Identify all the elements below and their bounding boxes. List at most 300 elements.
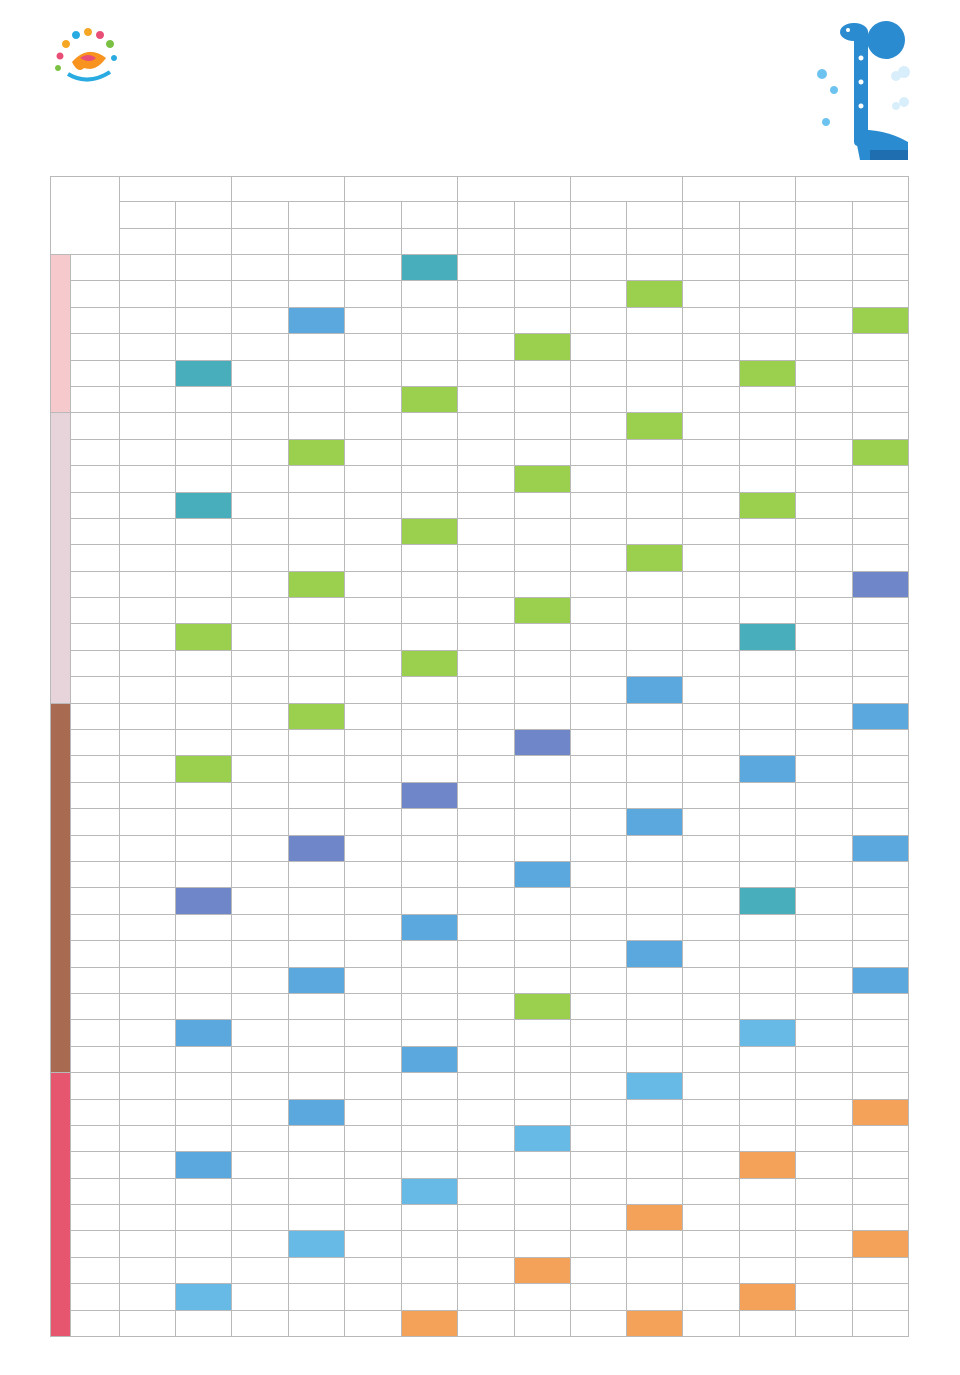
weight-value-cell [852,677,908,703]
weight-value-cell [514,782,570,808]
weight-value-cell [514,255,570,281]
weight-value-cell [176,386,232,412]
weight-value-cell [401,386,457,412]
table-row [51,1125,909,1151]
height-value-cell [570,756,627,782]
weight-value-cell [401,756,457,782]
weight-value-cell [740,1046,796,1072]
height-value-cell [570,307,627,333]
height-value-cell [796,861,853,887]
height-value-cell [570,1046,627,1072]
sd-header [119,177,232,202]
weight-value-cell [176,598,232,624]
age-header [51,177,120,255]
height-label [457,202,514,229]
height-value-cell [119,888,176,914]
height-value-cell [232,439,289,465]
weight-value-cell [514,650,570,676]
weight-value-cell [176,1257,232,1283]
table-row [51,650,909,676]
height-value-cell [232,1178,289,1204]
header-row-sd [51,177,909,202]
weight-value-cell [289,677,345,703]
height-value-cell [570,545,627,571]
height-value-cell [119,1310,176,1336]
height-value-cell [796,1257,853,1283]
weight-value-cell [289,281,345,307]
height-value-cell [457,730,514,756]
height-value-cell [345,677,402,703]
table-body [51,255,909,1337]
table-row [51,835,909,861]
weight-value-cell [176,1178,232,1204]
weight-value-cell [627,518,683,544]
height-value-cell [457,571,514,597]
height-value-cell [345,439,402,465]
age-group-cell [51,703,71,1072]
table-row [51,386,909,412]
height-value-cell [345,1073,402,1099]
weight-value-cell [852,650,908,676]
weight-value-cell [514,1152,570,1178]
weight-value-cell [401,835,457,861]
sd-header [570,177,683,202]
weight-value-cell [852,281,908,307]
weight-value-cell [401,993,457,1019]
age-cell [71,598,119,624]
weight-value-cell [740,1231,796,1257]
height-value-cell [683,255,740,281]
height-value-cell [345,1178,402,1204]
weight-value-cell [740,281,796,307]
height-value-cell [119,809,176,835]
age-group-cell [51,413,71,703]
height-value-cell [232,914,289,940]
height-value-cell [570,518,627,544]
weight-value-cell [176,334,232,360]
height-value-cell [232,624,289,650]
height-value-cell [796,624,853,650]
height-value-cell [345,914,402,940]
weight-value-cell [176,360,232,386]
table-row [51,782,909,808]
height-value-cell [683,967,740,993]
weight-value-cell [289,888,345,914]
height-value-cell [796,809,853,835]
height-value-cell [119,466,176,492]
weight-value-cell [740,1178,796,1204]
height-value-cell [345,861,402,887]
weight-label [289,202,345,229]
weight-value-cell [176,1310,232,1336]
weight-value-cell [740,914,796,940]
height-value-cell [796,941,853,967]
age-cell [71,1125,119,1151]
height-value-cell [457,756,514,782]
height-value-cell [570,492,627,518]
weight-value-cell [176,1205,232,1231]
height-value-cell [683,518,740,544]
height-value-cell [345,1046,402,1072]
weight-value-cell [627,334,683,360]
height-value-cell [119,545,176,571]
height-value-cell [683,307,740,333]
sd-header [796,177,909,202]
height-value-cell [232,413,289,439]
age-cell [71,1046,119,1072]
table-row [51,703,909,729]
weight-value-cell [289,598,345,624]
height-value-cell [796,571,853,597]
weight-value-cell [401,1178,457,1204]
weight-value-cell [289,809,345,835]
height-value-cell [232,650,289,676]
weight-value-cell [740,571,796,597]
weight-value-cell [176,809,232,835]
height-value-cell [457,518,514,544]
height-value-cell [457,677,514,703]
height-value-cell [119,756,176,782]
height-value-cell [457,1205,514,1231]
weight-value-cell [401,1284,457,1310]
weight-unit [401,229,457,255]
height-value-cell [796,1310,853,1336]
table-row [51,255,909,281]
height-value-cell [119,1205,176,1231]
age-cell [71,914,119,940]
weight-value-cell [627,386,683,412]
height-value-cell [683,334,740,360]
height-value-cell [232,571,289,597]
weight-value-cell [401,1257,457,1283]
weight-value-cell [401,439,457,465]
height-value-cell [457,413,514,439]
weight-value-cell [852,255,908,281]
age-group-cell [51,255,71,413]
weight-value-cell [401,888,457,914]
weight-value-cell [627,1284,683,1310]
weight-value-cell [401,730,457,756]
height-label [232,202,289,229]
weight-value-cell [514,439,570,465]
weight-value-cell [514,598,570,624]
height-value-cell [683,1310,740,1336]
weight-value-cell [401,1125,457,1151]
height-value-cell [345,571,402,597]
weight-value-cell [514,281,570,307]
height-value-cell [570,888,627,914]
weight-value-cell [401,914,457,940]
weight-value-cell [852,1231,908,1257]
height-value-cell [570,413,627,439]
weight-value-cell [852,730,908,756]
weight-value-cell [176,756,232,782]
height-value-cell [119,386,176,412]
weight-label [176,202,232,229]
weight-value-cell [627,571,683,597]
weight-value-cell [627,1205,683,1231]
height-value-cell [796,1099,853,1125]
height-value-cell [119,1257,176,1283]
height-value-cell [570,914,627,940]
weight-value-cell [289,730,345,756]
height-value-cell [796,650,853,676]
weight-value-cell [852,861,908,887]
weight-value-cell [740,1099,796,1125]
table-row [51,1178,909,1204]
height-value-cell [232,1205,289,1231]
height-value-cell [796,1020,853,1046]
weight-value-cell [627,1257,683,1283]
weight-value-cell [514,360,570,386]
weight-label [627,202,683,229]
weight-unit [176,229,232,255]
weight-value-cell [740,677,796,703]
weight-value-cell [289,466,345,492]
weight-value-cell [401,1099,457,1125]
weight-value-cell [740,756,796,782]
weight-value-cell [401,281,457,307]
weight-value-cell [852,439,908,465]
weight-value-cell [176,861,232,887]
weight-value-cell [289,413,345,439]
table-row [51,1257,909,1283]
height-value-cell [232,809,289,835]
weight-value-cell [289,993,345,1019]
weight-value-cell [401,598,457,624]
height-value-cell [345,1231,402,1257]
height-value-cell [796,518,853,544]
weight-value-cell [401,571,457,597]
weight-value-cell [740,1125,796,1151]
weight-value-cell [289,941,345,967]
table-row [51,1099,909,1125]
height-value-cell [119,1099,176,1125]
weight-value-cell [852,914,908,940]
height-value-cell [570,1152,627,1178]
weight-value-cell [852,466,908,492]
weight-value-cell [852,518,908,544]
height-value-cell [345,545,402,571]
height-value-cell [457,782,514,808]
weight-value-cell [289,439,345,465]
weight-value-cell [514,466,570,492]
weight-value-cell [852,571,908,597]
height-value-cell [119,334,176,360]
table-row [51,518,909,544]
weight-value-cell [740,993,796,1019]
weight-label [852,202,908,229]
height-value-cell [796,334,853,360]
weight-value-cell [176,1125,232,1151]
weight-value-cell [740,598,796,624]
table-row [51,1046,909,1072]
weight-value-cell [176,703,232,729]
weight-value-cell [740,1152,796,1178]
weight-value-cell [401,334,457,360]
height-value-cell [119,914,176,940]
height-value-cell [796,492,853,518]
weight-value-cell [401,1073,457,1099]
weight-value-cell [852,1284,908,1310]
height-value-cell [796,386,853,412]
height-value-cell [119,1125,176,1151]
height-value-cell [683,703,740,729]
height-value-cell [683,1046,740,1072]
height-value-cell [796,1231,853,1257]
height-value-cell [345,281,402,307]
height-value-cell [796,1152,853,1178]
weight-value-cell [740,334,796,360]
weight-unit [740,229,796,255]
weight-value-cell [852,307,908,333]
height-value-cell [119,730,176,756]
weight-value-cell [514,1257,570,1283]
height-value-cell [683,439,740,465]
weight-value-cell [740,809,796,835]
height-value-cell [232,518,289,544]
height-value-cell [232,941,289,967]
height-value-cell [457,888,514,914]
height-value-cell [232,782,289,808]
weight-value-cell [289,1284,345,1310]
height-value-cell [119,677,176,703]
height-value-cell [232,1020,289,1046]
height-value-cell [457,545,514,571]
height-value-cell [457,1046,514,1072]
height-value-cell [683,888,740,914]
table-row [51,1152,909,1178]
height-label [683,202,740,229]
height-value-cell [570,386,627,412]
height-value-cell [683,1099,740,1125]
height-value-cell [232,888,289,914]
height-value-cell [232,598,289,624]
height-value-cell [345,255,402,281]
weight-value-cell [514,334,570,360]
height-value-cell [683,941,740,967]
weight-value-cell [627,413,683,439]
table-row [51,1020,909,1046]
weight-value-cell [176,782,232,808]
age-cell [71,677,119,703]
weight-value-cell [740,466,796,492]
height-value-cell [457,466,514,492]
height-value-cell [119,598,176,624]
height-value-cell [345,993,402,1019]
height-value-cell [683,677,740,703]
weight-value-cell [289,307,345,333]
table-row [51,571,909,597]
table-row [51,993,909,1019]
age-cell [71,281,119,307]
weight-value-cell [852,1046,908,1072]
height-value-cell [119,1020,176,1046]
weight-value-cell [852,492,908,518]
height-value-cell [345,1020,402,1046]
weight-value-cell [740,782,796,808]
table-row [51,730,909,756]
height-value-cell [345,598,402,624]
height-value-cell [796,703,853,729]
height-value-cell [683,650,740,676]
table-row [51,307,909,333]
height-value-cell [457,1020,514,1046]
age-cell [71,967,119,993]
height-value-cell [232,1257,289,1283]
weight-value-cell [852,835,908,861]
height-value-cell [232,703,289,729]
age-cell [71,730,119,756]
height-value-cell [683,1205,740,1231]
weight-value-cell [176,281,232,307]
age-cell [71,703,119,729]
weight-value-cell [514,967,570,993]
weight-value-cell [289,360,345,386]
weight-value-cell [514,809,570,835]
age-cell [71,888,119,914]
weight-value-cell [852,782,908,808]
height-value-cell [570,624,627,650]
giraffe-icon [804,10,914,166]
weight-value-cell [289,492,345,518]
weight-value-cell [740,1020,796,1046]
height-value-cell [345,307,402,333]
height-value-cell [683,545,740,571]
weight-value-cell [176,1152,232,1178]
weight-value-cell [627,993,683,1019]
height-value-cell [683,809,740,835]
age-group-cell [51,1073,71,1337]
height-value-cell [345,1099,402,1125]
weight-value-cell [514,861,570,887]
age-cell [71,1231,119,1257]
height-unit [457,229,514,255]
weight-value-cell [852,413,908,439]
weight-value-cell [289,1046,345,1072]
weight-value-cell [176,1073,232,1099]
weight-value-cell [740,545,796,571]
age-cell [71,993,119,1019]
weight-value-cell [401,1020,457,1046]
height-value-cell [570,281,627,307]
height-value-cell [457,598,514,624]
weight-value-cell [401,861,457,887]
weight-value-cell [401,809,457,835]
weight-value-cell [289,756,345,782]
height-value-cell [570,1020,627,1046]
weight-value-cell [627,545,683,571]
height-value-cell [119,281,176,307]
weight-value-cell [514,835,570,861]
weight-value-cell [514,703,570,729]
weight-value-cell [740,861,796,887]
height-value-cell [796,545,853,571]
weight-value-cell [176,439,232,465]
height-value-cell [119,1152,176,1178]
table-row [51,1073,909,1099]
weight-value-cell [289,334,345,360]
height-value-cell [232,386,289,412]
weight-value-cell [627,888,683,914]
height-value-cell [232,255,289,281]
sd-header [457,177,570,202]
table-row [51,809,909,835]
weight-value-cell [176,466,232,492]
weight-value-cell [289,518,345,544]
weight-value-cell [514,1205,570,1231]
height-value-cell [796,782,853,808]
